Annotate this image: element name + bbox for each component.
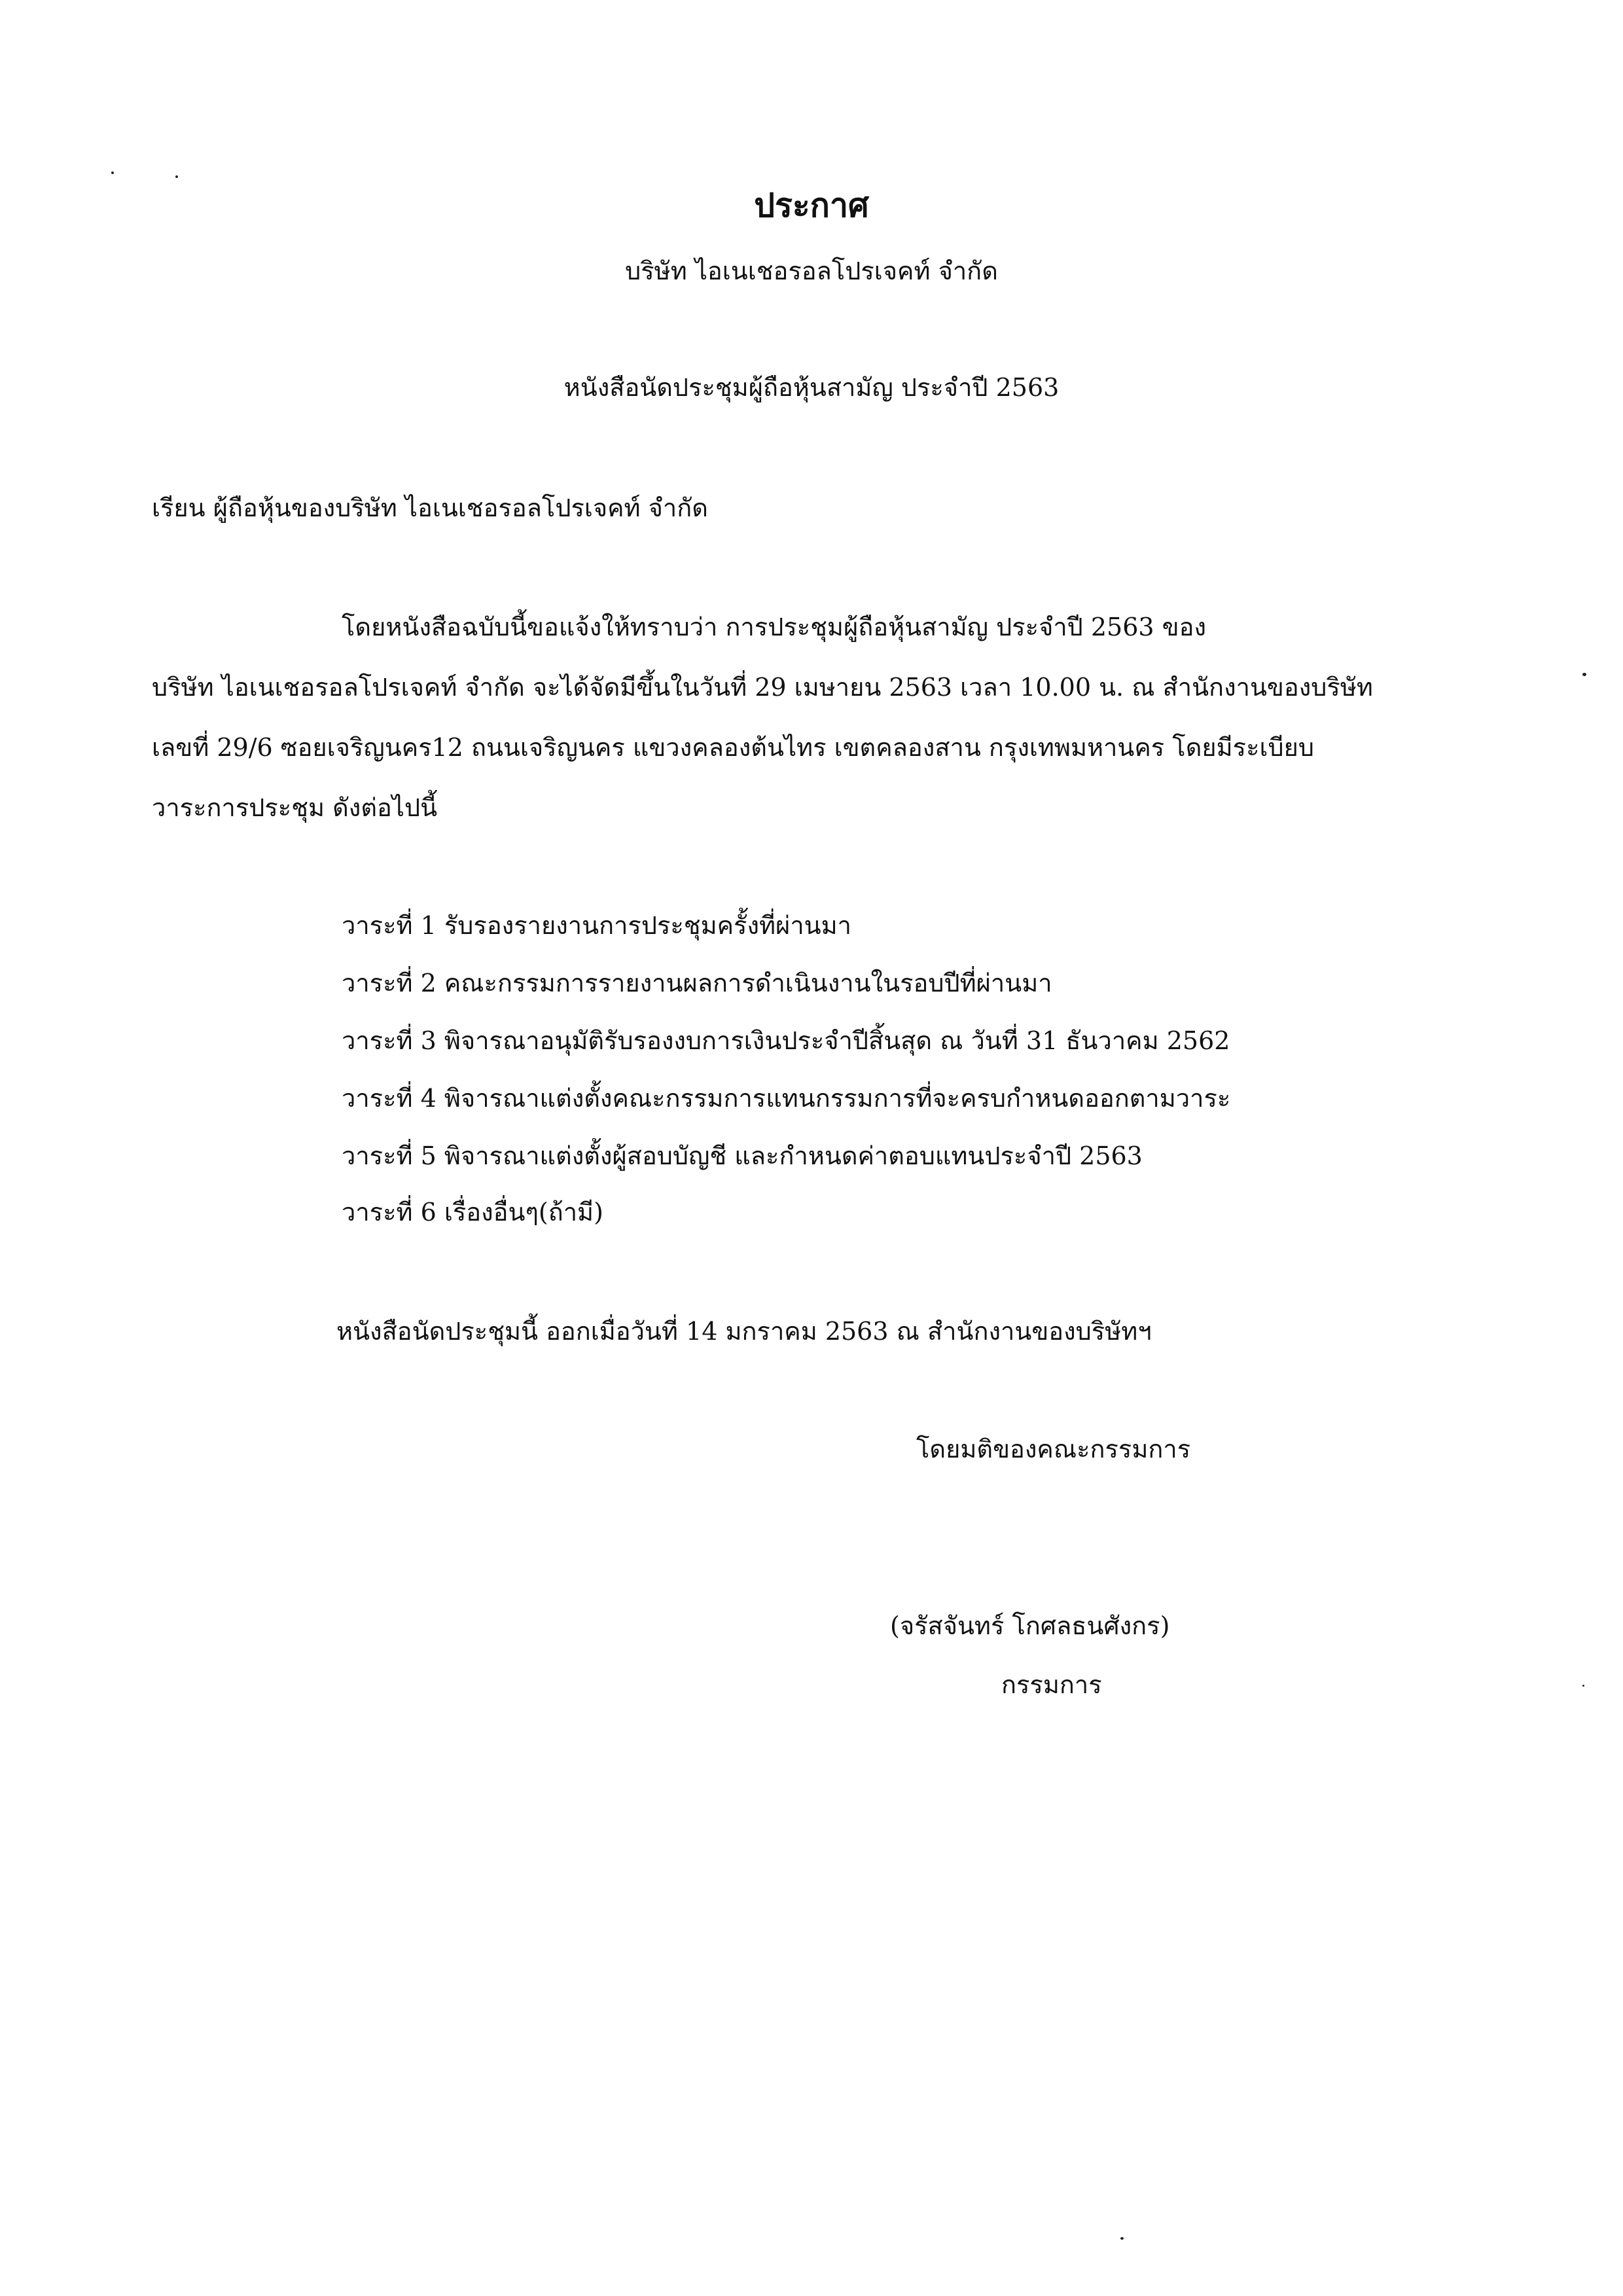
body-line: เลขที่ 29/6 ซอยเจริญนคร12 ถนนเจริญนคร แขวงคลองต้นไทร เขตคลองสาน กรุงเทพมหานคร โดยมีระเบียบ bbox=[152, 733, 1314, 762]
agenda-item: วาระที่ 4 พิจารณาแต่งตั้งคณะกรรมการแทนกรรมการที่จะครบกำหนดออกตามวาระ bbox=[342, 1084, 1231, 1113]
document-subject: หนังสือนัดประชุมผู้ถือหุ้นสามัญ ประจำปี 2563 bbox=[563, 373, 1060, 402]
agenda-item: วาระที่ 1 รับรองรายงานการประชุมครั้งที่ผ่านมา bbox=[342, 911, 852, 940]
signatory-name: (จรัสจันทร์ โกศลธนศังกร) bbox=[890, 1611, 1170, 1640]
scan-speck bbox=[1582, 673, 1586, 676]
agenda-item: วาระที่ 3 พิจารณาอนุมัติรับรองงบการเงินประจำปีสิ้นสุด ณ วันที่ 31 ธันวาคม 2562 bbox=[342, 1026, 1230, 1055]
scan-speck bbox=[111, 171, 114, 174]
signatory-position: กรรมการ bbox=[1001, 1670, 1102, 1699]
company-name: บริษัท ไอเนเชอรอลโปรเจคท์ จำกัด bbox=[625, 257, 998, 285]
document-title: ประกาศ bbox=[754, 186, 869, 224]
agenda-item: วาระที่ 5 พิจารณาแต่งตั้งผู้สอบบัญชี และกำหนดค่าตอบแทนประจำปี 2563 bbox=[342, 1141, 1143, 1170]
issued-statement: หนังสือนัดประชุมนี้ ออกเมื่อวันที่ 14 มกราคม 2563 ณ สำนักงานของบริษัทฯ bbox=[336, 1317, 1152, 1346]
scan-speck bbox=[175, 175, 178, 178]
scan-speck bbox=[1582, 1685, 1584, 1687]
salutation: เรียน ผู้ถือหุ้นของบริษัท ไอเนเชอรอลโปรเจคท์ จำกัด bbox=[152, 493, 708, 522]
body-line: โดยหนังสือฉบับนี้ขอแจ้งให้ทราบว่า การประชุมผู้ถือหุ้นสามัญ ประจำปี 2563 ของ bbox=[342, 613, 1207, 641]
scan-speck bbox=[1120, 2237, 1124, 2240]
body-line: บริษัท ไอเนเชอรอลโปรเจคท์ จำกัด จะได้จัดมีขึ้นในวันที่ 29 เมษายน 2563 เวลา 10.00 น. ณ สำนักงานของบริษัท bbox=[152, 673, 1373, 702]
board-resolution: โดยมติของคณะกรรมการ bbox=[916, 1435, 1191, 1463]
body-line: วาระการประชุม ดังต่อไปนี้ bbox=[152, 793, 438, 822]
agenda-item: วาระที่ 2 คณะกรรมการรายงานผลการดำเนินงานในรอบปีที่ผ่านมา bbox=[342, 969, 1052, 997]
agenda-item: วาระที่ 6 เรื่องอื่นๆ(ถ้ามี) bbox=[342, 1198, 603, 1227]
